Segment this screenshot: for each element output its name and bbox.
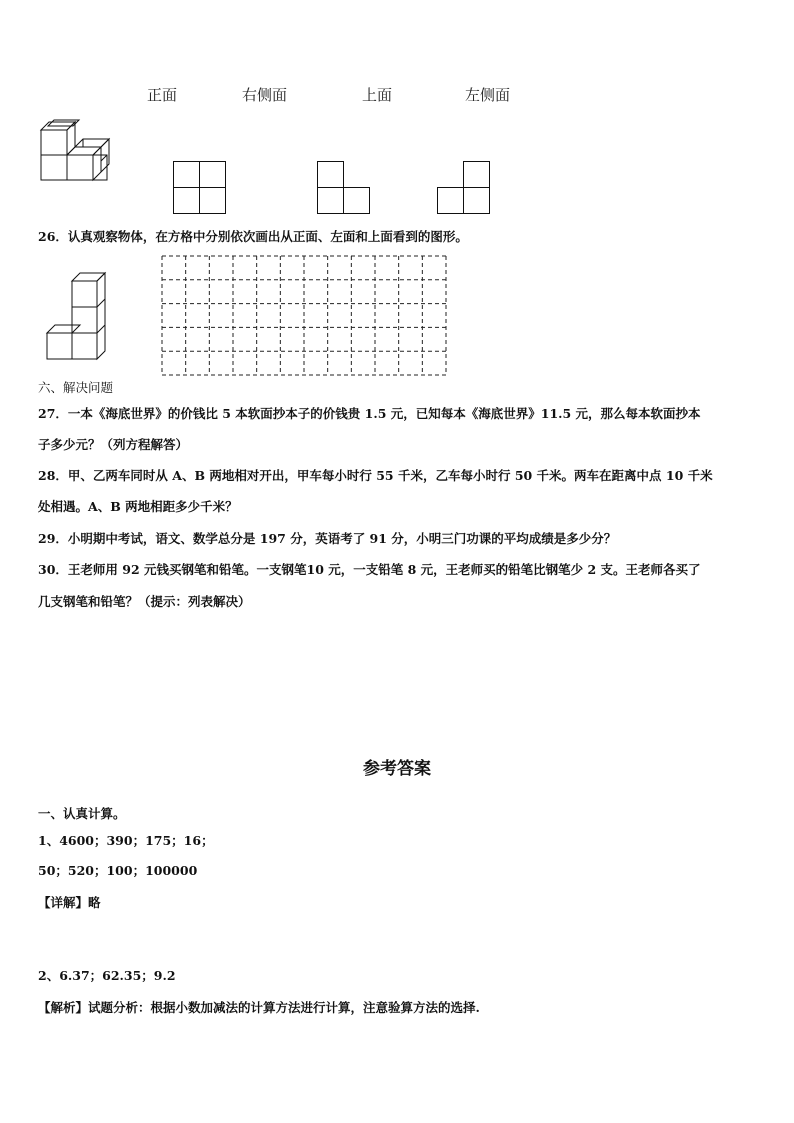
question-27-line1: 27．一本《海底世界》的价钱比 5 本软面抄本子的价钱贵 1.5 元，已知每本《海底世界》11.5 元，那么每本软面抄本 xyxy=(38,406,701,421)
label-top: 上面 xyxy=(362,86,393,104)
answer-1-line1: 1、4600；390；175；16； xyxy=(38,833,214,848)
question-28-line1: 28．甲、乙两车同时从 A、B 两地相对开出，甲车每小时行 55 千米，乙车每小时行 50 千米。两车在距离中点 10 千米 xyxy=(38,468,713,483)
question-29: 29．小明期中考试，语文、数学总分是 197 分，英语考了 91 分，小明三门功课的平均成绩是多少分？ xyxy=(38,531,617,546)
label-front: 正面 xyxy=(147,86,178,104)
cube-figure-q26 xyxy=(46,270,116,362)
question-30-line2: 几支钢笔和铅笔？（提示：列表解决） xyxy=(38,594,251,609)
label-left-side: 左侧面 xyxy=(465,86,511,104)
question-27-line2: 子多少元？（列方程解答） xyxy=(38,437,189,452)
answer-1-detail: 【详解】略 xyxy=(38,895,101,910)
right-side-view-grid xyxy=(173,161,227,215)
question-28-line2: 处相遇。A、B 两地相距多少千米？ xyxy=(38,499,238,514)
section-6-heading: 六、解决问题 xyxy=(38,380,114,395)
cube-figure-q25 xyxy=(38,117,128,187)
answer-1-line2: 50；520；100；100000 xyxy=(38,863,198,878)
question-30-line1: 30．王老师用 92 元钱买钢笔和铅笔。一支钢笔10 元，一支铅笔 8 元，王老师买的铅笔比钢笔少 2 支。王老师各买了 xyxy=(38,562,701,577)
question-26: 26．认真观察物体，在方格中分别依次画出从正面、左面和上面看到的图形。 xyxy=(38,229,468,244)
dashed-drawing-grid[interactable] xyxy=(161,255,447,376)
top-view-grid xyxy=(317,161,371,215)
answer-2-line1: 2、6.37；62.35；9.2 xyxy=(38,968,176,983)
answers-section-1: 一、认真计算。 xyxy=(38,806,126,821)
left-side-view-grid xyxy=(437,161,491,215)
label-right-side: 右侧面 xyxy=(242,86,288,104)
answer-2-analysis: 【解析】试题分析：根据小数加减法的计算方法进行计算，注意验算方法的选择. xyxy=(38,1000,480,1015)
answers-title: 参考答案 xyxy=(363,759,431,779)
